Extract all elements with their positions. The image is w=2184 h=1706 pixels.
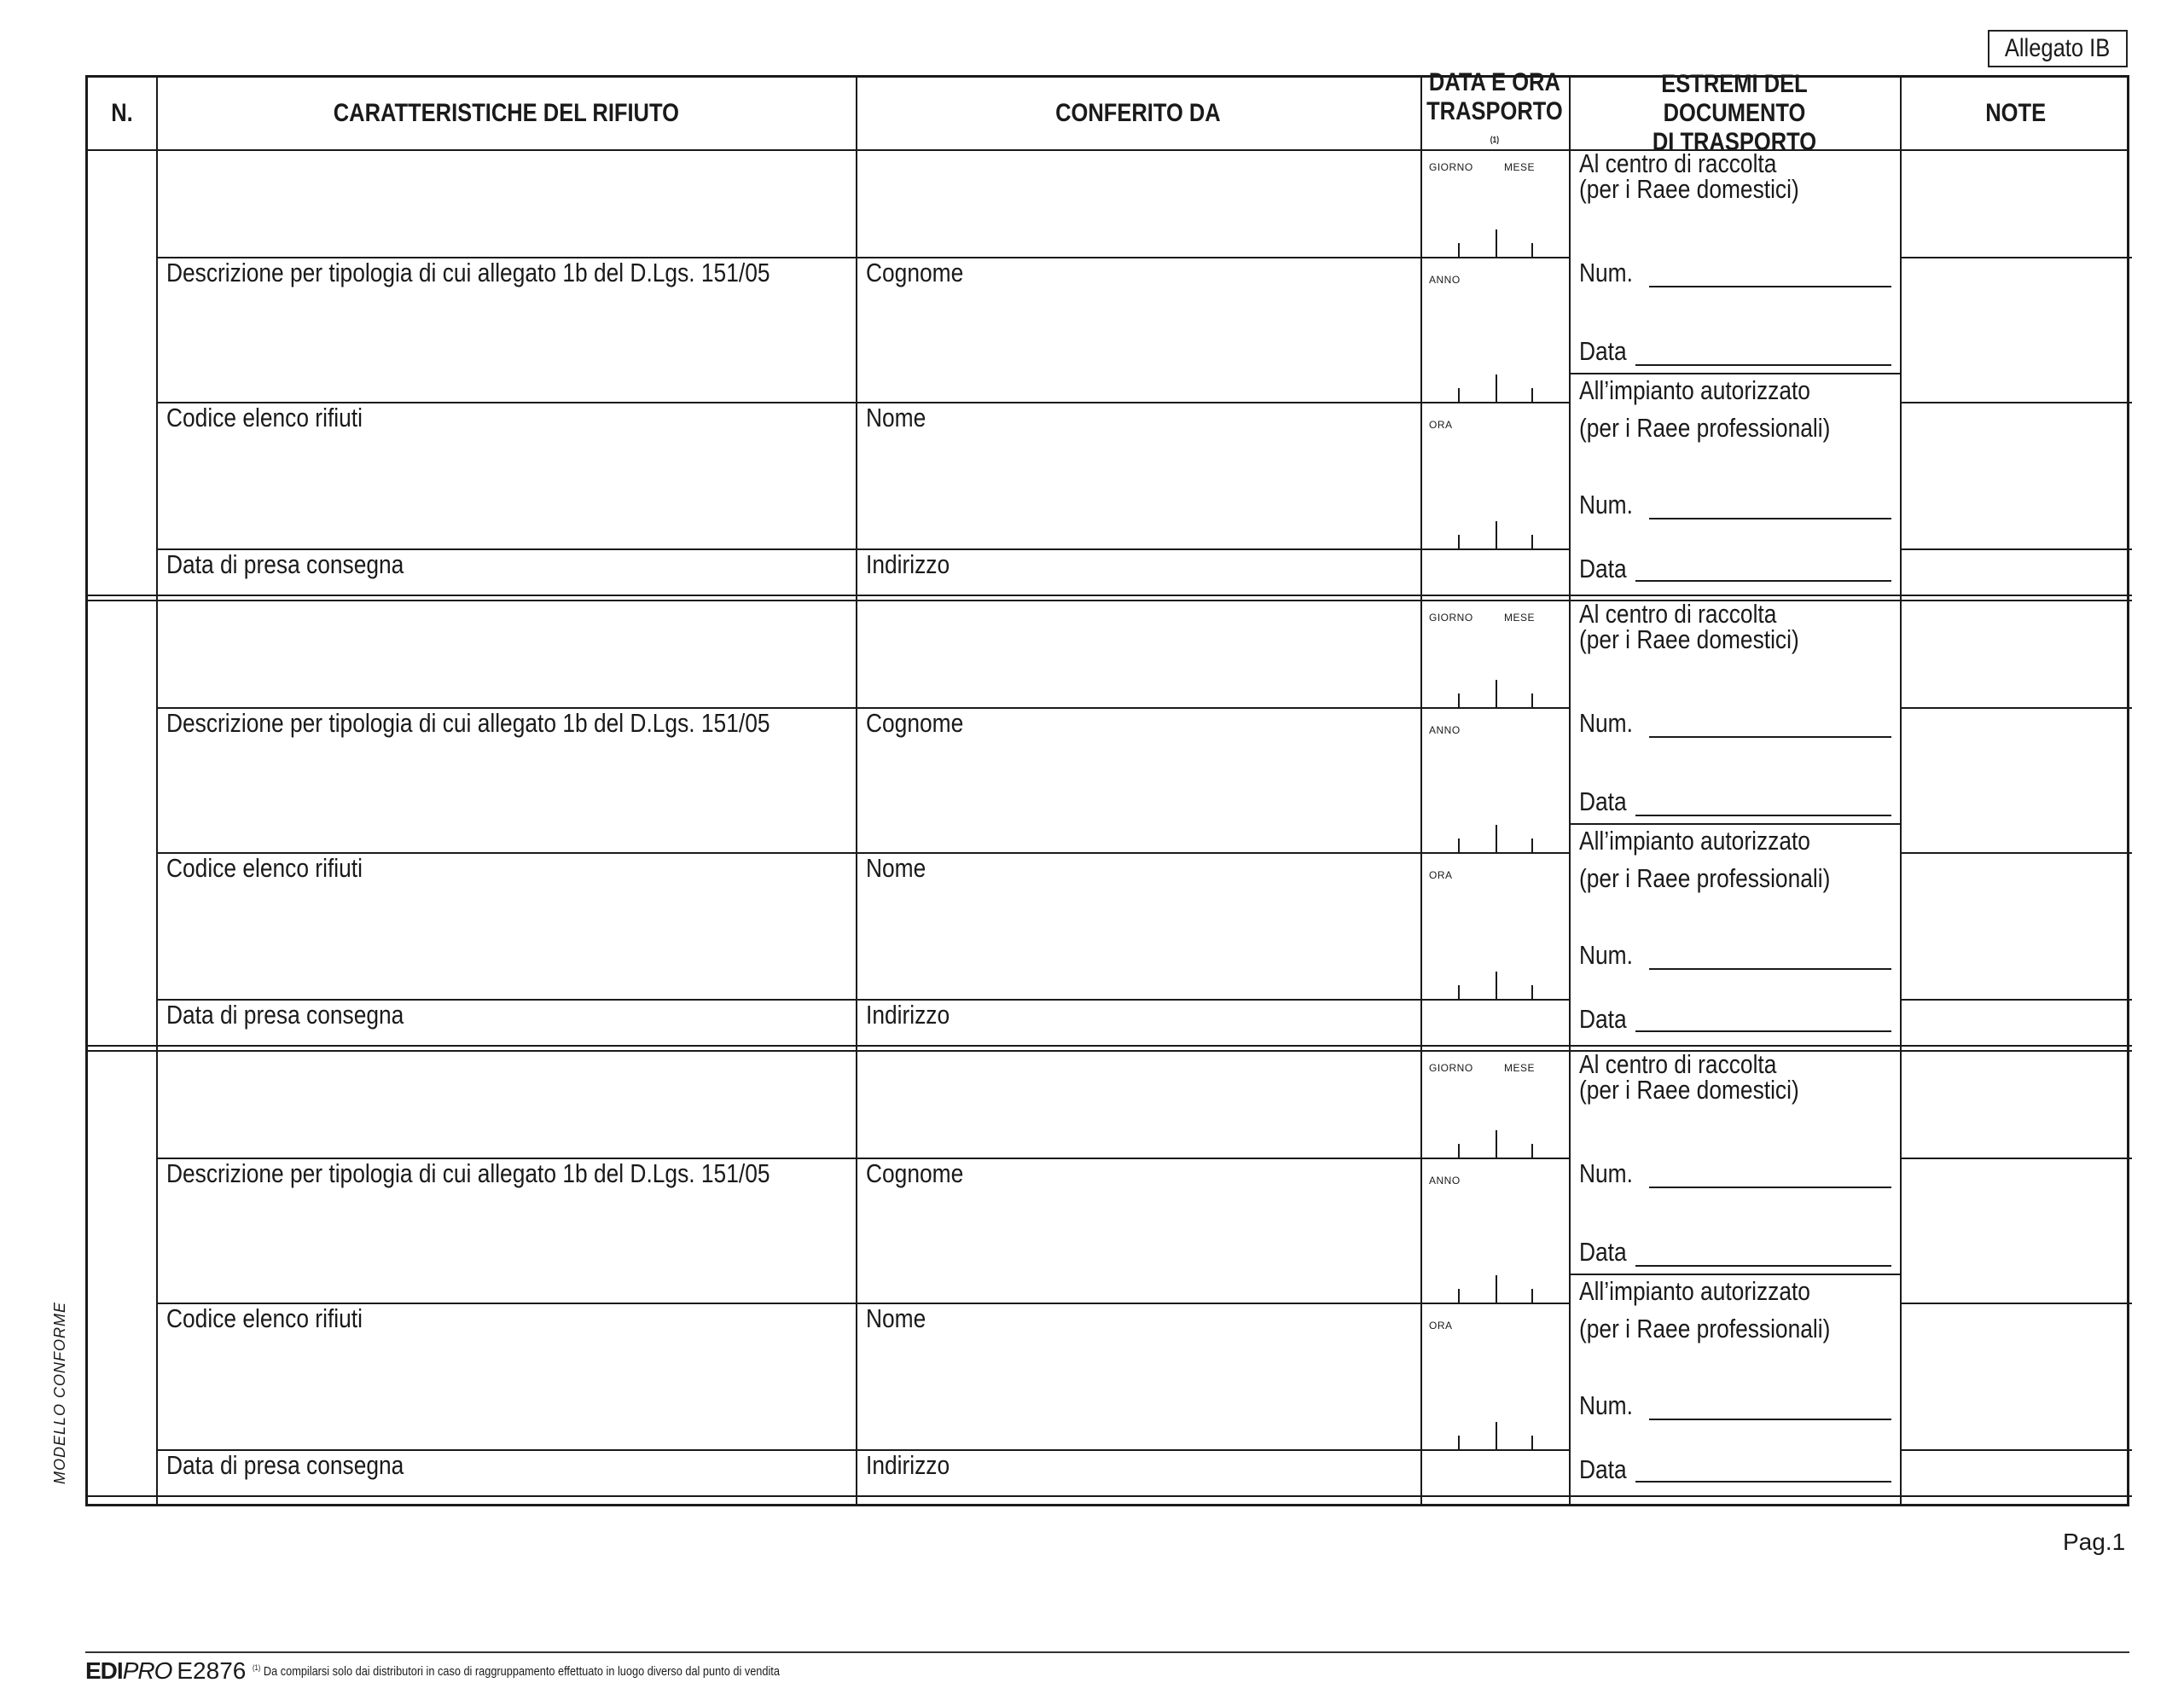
side-label: MODELLO CONFORME <box>51 1301 68 1484</box>
num-label: Num. <box>1579 258 1633 287</box>
mese-label: MESE <box>1504 1062 1536 1074</box>
nome-label: Nome <box>866 403 926 432</box>
codice-label: Codice elenco rifiuti <box>166 853 363 883</box>
entry-divider <box>88 1045 2132 1047</box>
date-tick <box>1496 521 1497 548</box>
date-tick <box>1496 1275 1497 1303</box>
mese-label: MESE <box>1504 161 1536 173</box>
fill-line <box>1635 815 1891 816</box>
fill-line <box>1649 1187 1891 1188</box>
date-tick <box>1531 985 1533 999</box>
header-note: NOTE <box>1985 99 2047 127</box>
date-tick <box>1458 535 1460 548</box>
row-divider <box>156 548 1569 550</box>
date-tick <box>1496 680 1497 707</box>
data-label: Data <box>1579 1004 1627 1034</box>
footer <box>85 1657 873 1686</box>
allegato-label: Allegato IB <box>1988 30 2128 67</box>
waste-register-form <box>85 68 2129 1506</box>
cognome-label: Cognome <box>866 258 964 287</box>
date-tick <box>1531 535 1533 548</box>
date-tick <box>1496 1130 1497 1158</box>
entry-divider <box>88 1495 2132 1497</box>
fill-line <box>1649 286 1891 287</box>
num-label: Num. <box>1579 708 1633 738</box>
header-n: N. <box>111 99 133 127</box>
footnote: $^{(1)}$ Da compilarsi solo dai distributori in caso di raggruppamento effettuato in luogo diverso dal punto di vendita <box>253 1663 781 1679</box>
row-divider <box>1569 373 1900 374</box>
date-tick <box>1458 1289 1460 1303</box>
data-label: Data <box>1579 554 1627 583</box>
row-divider <box>1900 402 2132 403</box>
date-tick <box>1496 825 1497 852</box>
row-divider <box>156 1449 1569 1451</box>
fill-line <box>1649 518 1891 519</box>
date-tick <box>1458 693 1460 707</box>
row-divider <box>156 1303 1569 1304</box>
fill-line <box>1635 1481 1891 1483</box>
row-divider <box>1900 1449 2132 1451</box>
row-divider <box>156 999 1569 1001</box>
entry-block <box>88 149 2132 593</box>
professionali-label: (per i Raee professionali) <box>1579 863 1831 893</box>
date-tick <box>1496 374 1497 402</box>
date-tick <box>1458 243 1460 257</box>
row-divider <box>1900 852 2132 854</box>
header-conferito: CONFERITO DA <box>1055 99 1221 127</box>
ora-label: ORA <box>1429 1320 1453 1332</box>
domestici-label: (per i Raee domestici) <box>1579 1075 1799 1105</box>
data-label: Data <box>1579 336 1627 366</box>
descrizione-label: Descrizione per tipologia di cui allegato 1b del D.Lgs. 151/05 <box>166 708 770 738</box>
register-entry <box>88 600 2132 1043</box>
descrizione-label: Descrizione per tipologia di cui allegato 1b del D.Lgs. 151/05 <box>166 258 770 287</box>
fill-line <box>1649 968 1891 970</box>
row-divider <box>1569 823 1900 825</box>
date-tick <box>1458 388 1460 402</box>
date-tick <box>1496 229 1497 257</box>
giorno-label: GIORNO <box>1429 612 1473 624</box>
codice-label: Codice elenco rifiuti <box>166 1303 363 1333</box>
entry-block <box>88 600 2132 1043</box>
header-caratteristiche: CARATTERISTICHE DEL RIFIUTO <box>333 99 679 127</box>
register-entry <box>88 1050 2132 1494</box>
ora-label: ORA <box>1429 869 1453 881</box>
data-presa-label: Data di presa consegna <box>166 1000 404 1030</box>
header-estremi: ESTREMI DEL DOCUMENTO DI TRASPORTO <box>1652 70 1817 156</box>
data-presa-label: Data di presa consegna <box>166 549 404 579</box>
data-label: Data <box>1579 786 1627 816</box>
date-tick <box>1531 1144 1533 1158</box>
anno-label: ANNO <box>1429 1175 1461 1187</box>
row-divider <box>156 707 1569 709</box>
entry-block <box>88 1050 2132 1494</box>
num-label: Num. <box>1579 490 1633 519</box>
fill-line <box>1649 736 1891 738</box>
fill-line <box>1635 1265 1891 1267</box>
giorno-label: GIORNO <box>1429 161 1473 173</box>
row-divider <box>1900 548 2132 550</box>
row-divider <box>1900 1303 2132 1304</box>
cognome-label: Cognome <box>866 1158 964 1188</box>
professionali-label: (per i Raee professionali) <box>1579 1314 1831 1343</box>
date-tick <box>1531 693 1533 707</box>
register-entry <box>88 149 2132 593</box>
row-divider <box>156 257 1569 258</box>
data-presa-label: Data di presa consegna <box>166 1450 404 1480</box>
anno-label: ANNO <box>1429 724 1461 736</box>
impianto-label: All’impianto autorizzato <box>1579 1276 1810 1306</box>
date-tick <box>1531 838 1533 852</box>
indirizzo-label: Indirizzo <box>866 1450 950 1480</box>
row-divider <box>156 1158 1569 1159</box>
descrizione-label: Descrizione per tipologia di cui allegato 1b del D.Lgs. 151/05 <box>166 1158 770 1188</box>
professionali-label: (per i Raee professionali) <box>1579 413 1831 443</box>
row-divider <box>1900 707 2132 709</box>
num-label: Num. <box>1579 940 1633 970</box>
ora-label: ORA <box>1429 419 1453 431</box>
num-label: Num. <box>1579 1390 1633 1420</box>
row-divider <box>1900 1158 2132 1159</box>
entry-divider <box>88 595 2132 596</box>
page-number: Pag.1 <box>2063 1529 2126 1555</box>
data-label: Data <box>1579 1237 1627 1267</box>
date-tick <box>1531 388 1533 402</box>
indirizzo-label: Indirizzo <box>866 1000 950 1030</box>
date-tick <box>1458 985 1460 999</box>
impianto-label: All’impianto autorizzato <box>1579 826 1810 856</box>
date-tick <box>1458 838 1460 852</box>
fill-line <box>1635 1030 1891 1032</box>
fill-line <box>1635 580 1891 582</box>
centro-label: Al centro di raccolta <box>1579 599 1777 629</box>
data-label: Data <box>1579 1454 1627 1484</box>
centro-label: Al centro di raccolta <box>1579 1049 1777 1079</box>
nome-label: Nome <box>866 1303 926 1333</box>
date-tick <box>1531 1436 1533 1449</box>
nome-label: Nome <box>866 853 926 883</box>
date-tick <box>1458 1144 1460 1158</box>
row-divider <box>156 402 1569 403</box>
date-tick <box>1531 243 1533 257</box>
fill-line <box>1635 364 1891 366</box>
domestici-label: (per i Raee domestici) <box>1579 174 1799 204</box>
fill-line <box>1649 1419 1891 1420</box>
date-tick <box>1496 972 1497 999</box>
date-tick <box>1496 1422 1497 1449</box>
centro-label: Al centro di raccolta <box>1579 148 1777 178</box>
giorno-label: GIORNO <box>1429 1062 1473 1074</box>
header-data-ora: DATA E ORA TRASPORTO $^{(1)}$ <box>1426 68 1563 145</box>
footer-rule <box>85 1651 2129 1653</box>
codice-label: Codice elenco rifiuti <box>166 403 363 432</box>
anno-label: ANNO <box>1429 274 1461 286</box>
date-tick <box>1531 1289 1533 1303</box>
row-divider <box>1900 999 2132 1001</box>
domestici-label: (per i Raee domestici) <box>1579 624 1799 654</box>
row-divider <box>1900 257 2132 258</box>
indirizzo-label: Indirizzo <box>866 549 950 579</box>
date-tick <box>1458 1436 1460 1449</box>
num-label: Num. <box>1579 1158 1633 1188</box>
impianto-label: All’impianto autorizzato <box>1579 375 1810 405</box>
mese-label: MESE <box>1504 612 1536 624</box>
brand-logo: EDIPRO <box>85 1657 172 1684</box>
row-divider <box>1569 1274 1900 1275</box>
row-divider <box>156 852 1569 854</box>
form-code: E2876 <box>177 1657 247 1684</box>
cognome-label: Cognome <box>866 708 964 738</box>
